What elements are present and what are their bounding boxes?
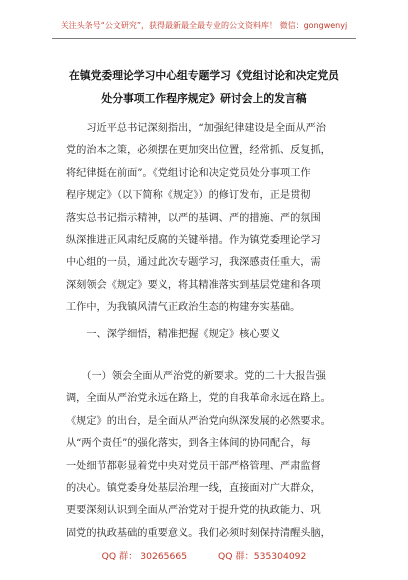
paragraph-section-1	[66, 366, 356, 545]
paragraph-line: 调，全面从严治党永远在路上，党的自我革命永远在路上。	[66, 393, 331, 405]
paragraph-line: 固党的执政基础的重要意义。我们必须时刻保持清醒头脑，	[66, 527, 331, 539]
paragraph-line: 更要深刻认识到全面从严治党对于提升党的执政能力、巩	[66, 505, 321, 517]
paragraph-line: 落实总书记指示精神，以严的基调、严的措施、严的氛围	[66, 212, 321, 224]
header-divider	[52, 38, 356, 39]
paragraph-line: 中心组的一员，通过此次专题学习，我深感责任重大，需	[66, 257, 321, 269]
page-footer	[0, 548, 408, 562]
footer-qq-group-1: QQ 群： 30265665	[101, 551, 188, 562]
document-title	[40, 64, 368, 110]
title-line: 在镇党委理论学习中心组专题学习《党组讨论和决定党员	[69, 69, 339, 82]
paragraph-line: 深刻领会《规定》要义，将其精准落实到基层党建和各项	[66, 279, 321, 291]
section-heading	[66, 324, 356, 346]
header-banner: 关注头条号“公文研究”，获得最新最全最专业的公文资料库！ 微信：gongwenyj	[60, 21, 348, 30]
paragraph-line: 党的治本之策，必须摆在更加突出位置，经常抓、反复抓，	[66, 145, 331, 157]
paragraph-line: 纵深推进正风肃纪反腐的关键举措。作为镇党委理论学习	[66, 235, 321, 247]
page-header	[0, 0, 408, 44]
title-line: 处分事项工作程序规定》研讨会上的发言稿	[101, 92, 307, 105]
paragraph-line: 程序规定》（以下简称《规定》）的修订发布，正是贯彻	[66, 190, 311, 202]
paragraph-line: 工作中，为我镇风清气正政治生态的构建夯实基础。	[66, 302, 301, 314]
paragraph-line: 一处细节都彰显着党中央对党员干部严格管理、严肃监督	[66, 460, 321, 472]
paragraph-line: 《规定》的出台，是全面从严治党向纵深发展的必然要求。	[66, 415, 331, 427]
paragraph-intro	[66, 118, 356, 320]
paragraph-line: 从“两个责任”的强化落实，到各主体间的协同配合，每	[66, 438, 311, 450]
paragraph-line: 习近平总书记深刻指出，“加强纪律建设是全面从严治	[66, 123, 326, 134]
paragraph-line: 的决心。镇党委身处基层治理一线，直接面对广大群众，	[66, 483, 321, 495]
footer-qq-group-2: QQ 群：535304092	[218, 551, 307, 562]
paragraph-line: 将纪律挺在前面”。《党组讨论和决定党员处分事项工作	[66, 167, 311, 179]
paragraph-line: （一）领会全面从严治党的新要求。党的二十大报告强	[66, 371, 326, 382]
heading-line: 一、深学细悟，精准把握《规定》核心要义	[66, 329, 280, 340]
